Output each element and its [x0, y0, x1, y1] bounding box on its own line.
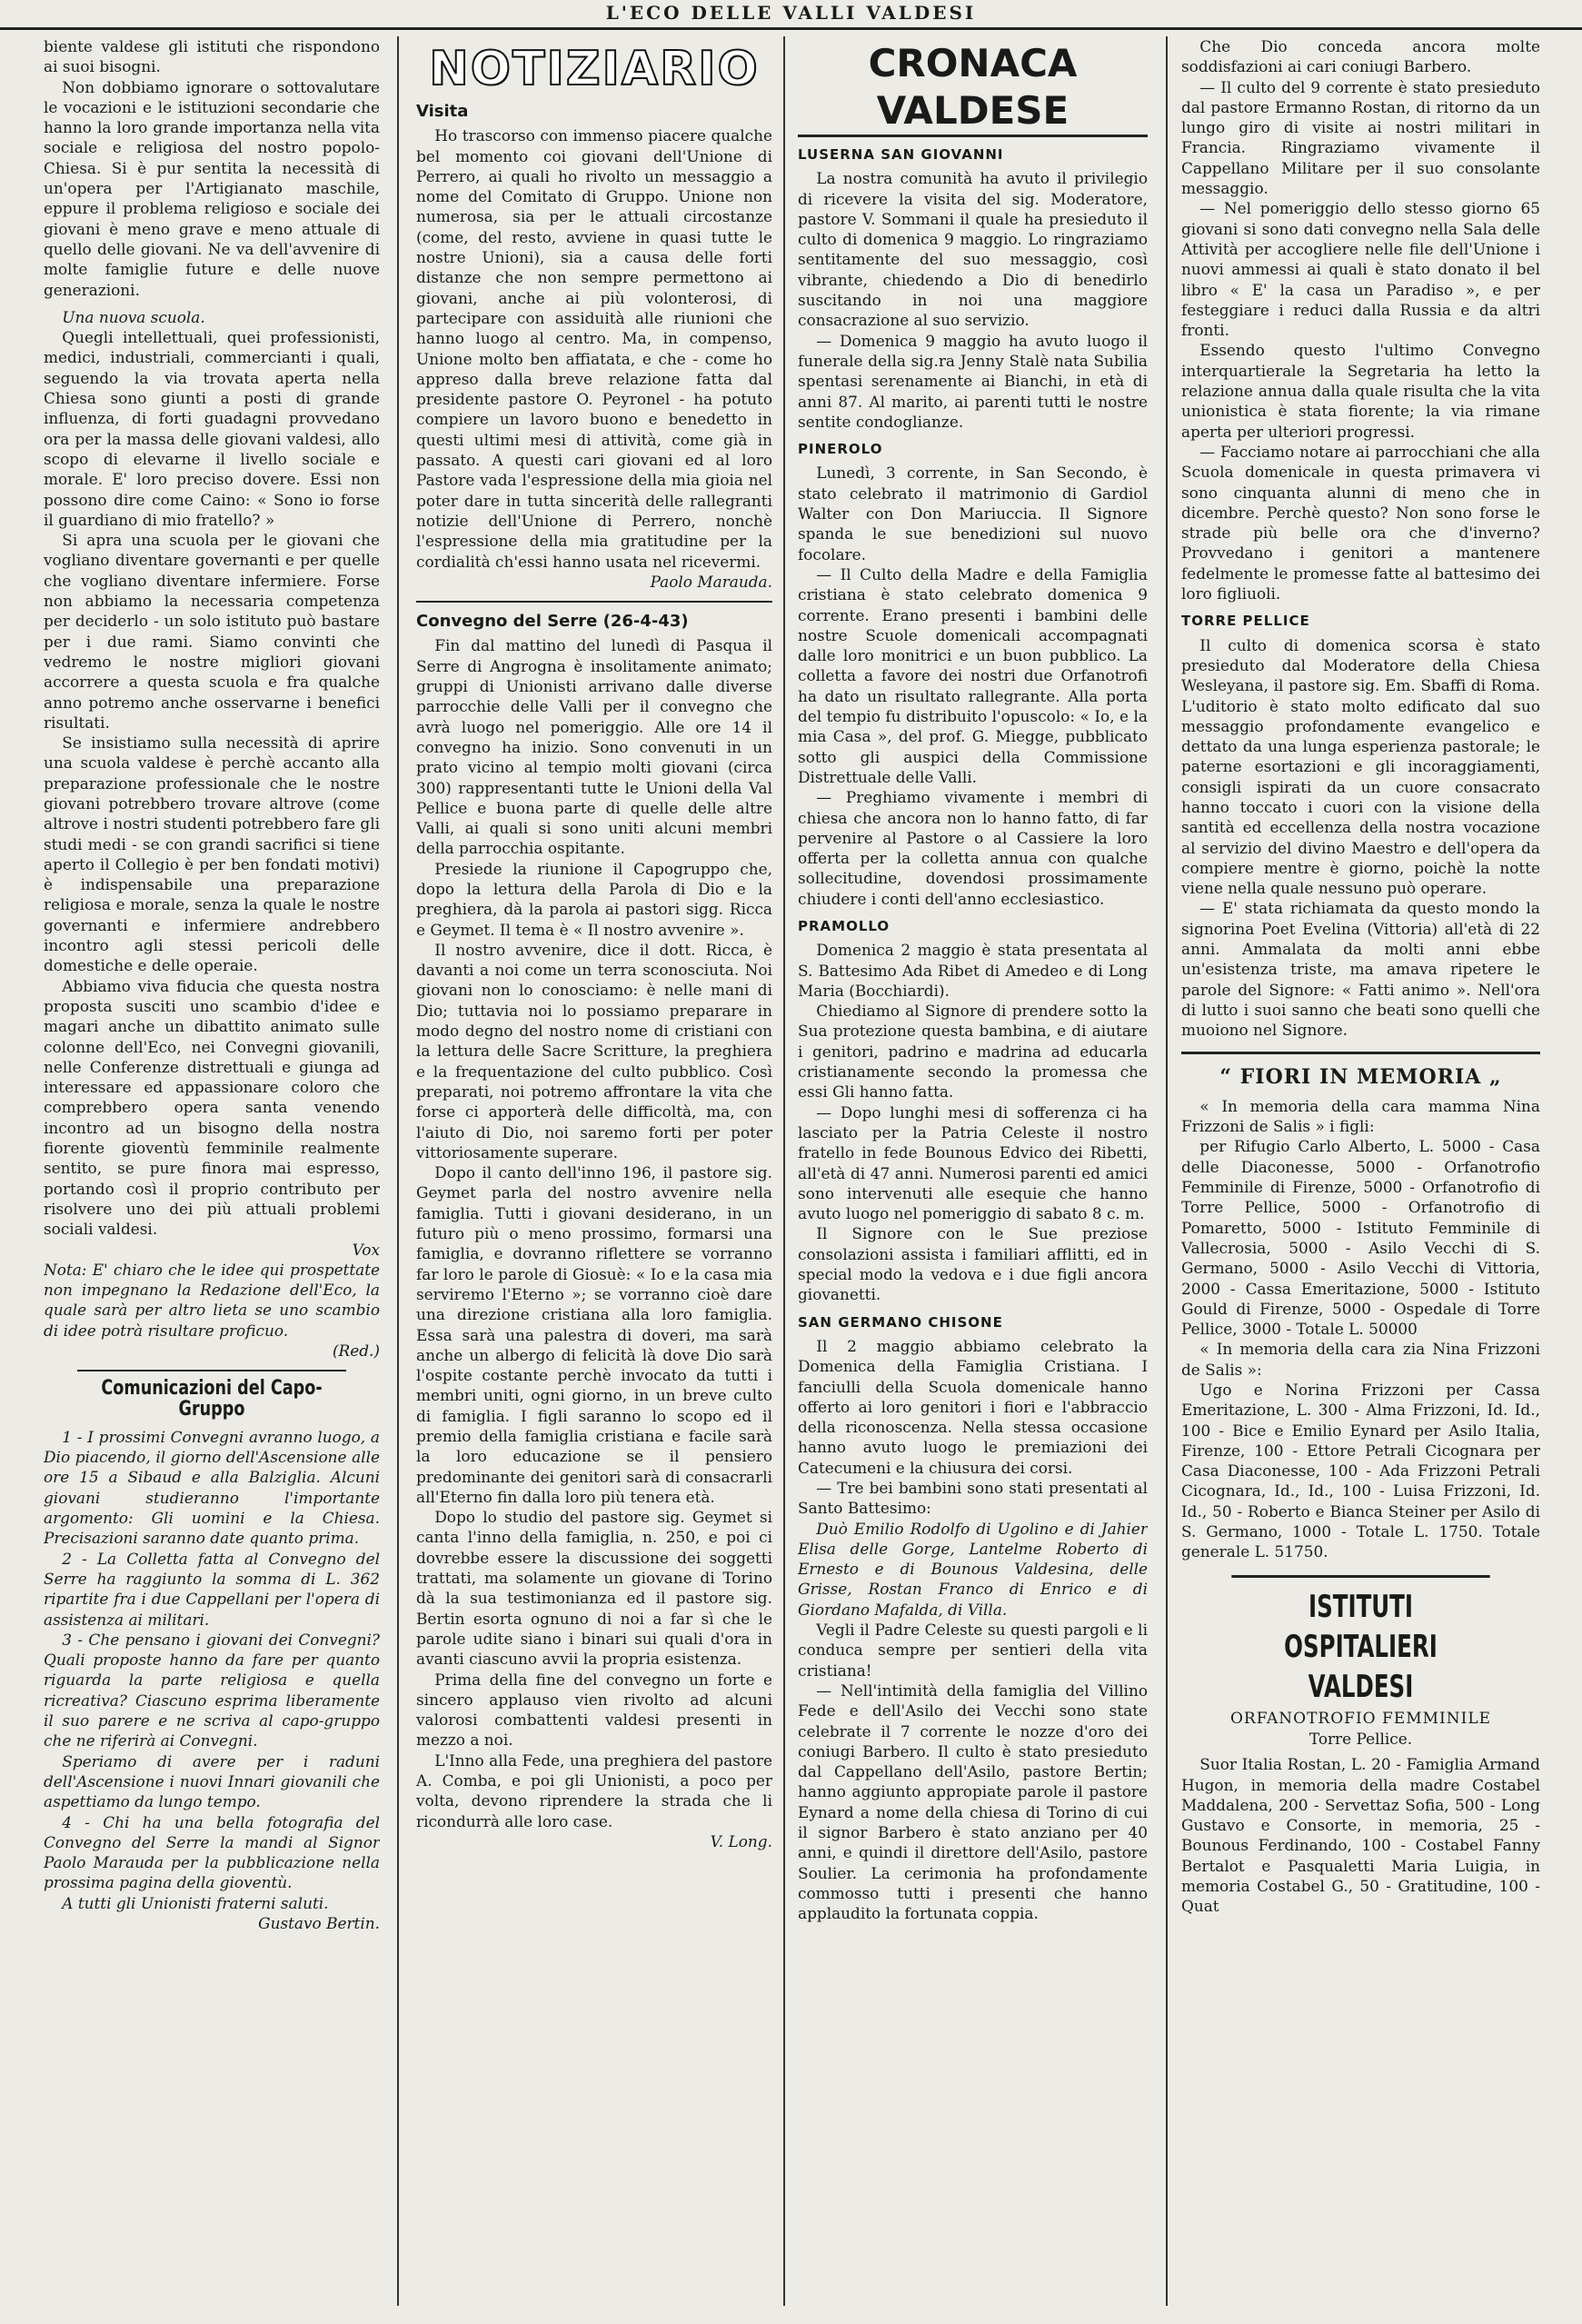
column-1	[44, 36, 380, 2306]
paragraph: Che Dio conceda ancora molte soddisfazioni ai cari coniugi Barbero.	[1181, 37, 1540, 76]
paragraph: Il culto di domenica scorsa è stato presieduto dal Moderatore della Chiesa Wesleyana, il pastore sig. Em. Sbaffi di Roma. L'uditorio è stato molto edificato dal suo messaggio profondamente evangelico e dettato da una lunga esperienza pastorale; le paterne esortazioni e gli incoraggiamenti, consigli ispirati da un cuore consacrato hanno toccato i cuori con la visione della santità ed eccellenza della nostra vocazione al servizio del divino Maestro e dell'opera da compiere mentre è giorno, poichè la notte viene nella quale nessuno può operare.	[1181, 635, 1540, 898]
paragraph: — Nel pomeriggio dello stesso giorno 65 giovani si sono dati convegno nella Sala delle Attività per accogliere nelle file dell'Unione i nuovi ammessi ai quali è stato donato il bel libro « E' la casa un Paradiso », e per festeggiare i reduci dalla Russia e da altri fronti.	[1181, 199, 1540, 340]
section-title: CRONACA VALDESE	[798, 40, 1148, 137]
article-head: Convegno del Serre (26-4-43)	[416, 612, 689, 632]
paragraph: La nostra comunità ha avuto il privilegio di ricevere la visita del sig. Moderatore, pastore V. Sommani il quale ha presieduto il culto di domenica 9 maggio. Lo ringraziamo sentitamente del suo messaggio, così vibrante, chiedendo a Dio di benedirlo suscitando in noi una maggiore consacrazione al suo servizio.	[798, 169, 1148, 330]
paragraph: Chiediamo al Signore di prendere sotto la Sua protezione questa bambina, e di aiutare i genitori, padrino e madrina ad educarla cristianamente secondo la promessa che essi Gli hanno fatta.	[798, 1002, 1148, 1102]
paragraph: Dopo il canto dell'inno 196, il pastore sig. Geymet parla del nostro avvenire nella famiglia. Tutti i giovani desiderano, in un futuro più o meno prossimo, formarsi una famiglia, e dovranno riflettere se vorranno far loro le parole di Giosuè: « Io e la casa mia serviremo l'Eterno »; se vorranno cioè dare una direzione cristiana alla loro famiglia. Essa sarà una palestra di doveri, ma sarà anche un albergo di felicità là dove Dio sarà l'ospite costante perchè invocato da tutti i membri uniti, ogni giorno, in un breve culto di famiglia. I figli saranno lo scopo ed il premio della famiglia cristiana e facile sarà la loro educazione se il pensiero predominante dei genitori sarà di consacrarli all'Eterno fin dalla loro più tenera età.	[416, 1163, 772, 1506]
paragraph: — Il Culto della Madre e della Famiglia cristiana è stato celebrato domenica 9 corrente. Erano presenti i bambini delle nostre Scuole domenicali accompagnati dalle loro monitrici e un buon pubblico. La colletta a favore dei nostri due Orfanotrofi ha dato un risultato rallegrante. Alla porta del tempio fu distribuito l'opuscolo: « Io, e la mia Casa », del prof. G. Miegge, pubblicato sotto gli auspici della Commissione Distrettuale delle Valli.	[798, 564, 1148, 786]
column-3	[798, 36, 1148, 2306]
paragraph: Abbiamo viva fiducia che questa nostra proposta susciti uno scambio d'idee e magari anche un dibattito animato sulle colonne dell'Eco, nei Convegni giovanili, nelle Conferenze distrettuali e giunga ad interessare ed appassionare coloro che comprebbero opera santa venendo incontro ad un bisogno della nostra fiorente gioventù femminile realmente sentito, se pure finora mai espresso, portando così il proprio contributo per risolvere uno dei più attuali problemi sociali valdesi.	[44, 976, 380, 1239]
paragraph: biente valdese gli istituti che rispondono ai suoi bisogni.	[44, 37, 380, 76]
signature: Paolo Marauda.	[650, 572, 772, 591]
paragraph: Prima della fine del convegno un forte e sincero applauso vien rivolto ad alcuni valorosi combattenti valdesi presenti in mezzo a noi.	[416, 1670, 772, 1750]
paragraph: « In memoria della cara zia Nina Frizzoni de Salis »:	[1181, 1340, 1540, 1379]
paragraph: Fin dal mattino del lunedì di Pasqua il Serre di Angrogna è insolitamente animato; gruppi di Unionisti arrivano dalle diverse parrocchie delle Valli per il convegno che avrà luogo nel pomeriggio. Alle ore 14 il convegno ha inizio. Sono convenuti in un prato vicino al tempio molti giovani (circa 300) rappresentanti tutte le Unioni della Val Pellice e buona parte di quelle delle altre Valli, ai quali si sono uniti alcuni membri della parrocchia ospitante.	[416, 636, 772, 858]
paragraph: L'Inno alla Fede, una preghiera del pastore A. Comba, e poi gli Unionisti, a poco per volta, devono riprendere la strada che li ricondurrà alle loro case.	[416, 1750, 772, 1830]
signature: Vox	[352, 1240, 380, 1259]
place-head: LUSERNA SAN GIOVANNI	[798, 146, 1004, 163]
paragraph: — E' stata richiamata da questo mondo la signorina Poet Evelina (Vittoria) all'età di 22 anni. Ammalata da molti anni ebbe un'esistenza triste, ma amava ripetere le parole del Signore: « Fatti animo ». Nell'ora di lutto i suoi sanno che beati sono quelli che muoiono nel Signore.	[1181, 899, 1540, 1040]
section-subhead: ORFANOTROFIO FEMMINILE	[1229, 1709, 1492, 1728]
section-title: NOTIZIARIO	[429, 42, 760, 96]
column-4	[1181, 36, 1540, 2306]
paragraph: Ugo e Norina Frizzoni per Cassa Emeritazione, L. 300 - Alma Frizzoni, Id. Id., 100 - Bice e Emilio Eynard per Asilo Italia, Firenze, 100 - Ettore Petrali Cicognara per Casa Diaconesse, 100 - Ada Frizzoni Petrali Cicognara, Id., Id., 100 - Luisa Frizzoni, Id. Id., 50 - Roberto e Bianca Steiner per Asilo di S. Germano, 1000 - Totale L. 1750. Totale generale L. 51750.	[1181, 1381, 1540, 1561]
divider	[416, 601, 772, 603]
signature: V. Long.	[710, 1831, 772, 1850]
paragraph: — Dopo lunghi mesi di sofferenza ci ha lasciato per la Patria Celeste il nostro fratello in fede Bounous Edvico dei Ribetti, all'età di 47 anni. Numerosi parenti ed amici sono intervenuti alle esequie che hanno avuto luogo nel pomeriggio di sabato 8 c. m.	[798, 1102, 1148, 1223]
column-rule-3	[1166, 36, 1168, 2306]
list-item: A tutti gli Unionisti fraterni saluti.	[62, 1893, 329, 1912]
place-line: Torre Pellice.	[1308, 1729, 1413, 1748]
paragraph: Duò Emilio Rodolfo di Ugolino e di Jahier Elisa delle Gorge, Lantelme Roberto di Ernesto e di Bounous Valdesina, delle Grisse, Rostan Franco di Enrico e di Giordano Mafalda, di Villa.	[798, 1519, 1148, 1619]
paragraph: Il Signore con le Sue preziose consolazioni assista i familiari afflitti, ed in special modo la vedova e i due figli ancora giovanetti.	[798, 1224, 1148, 1304]
paragraph: Si apra una scuola per le giovani che vogliano diventare governanti e per quelle che vogliano diventare infermiere. Forse non abbiamo la necessaria competenza per deciderlo - un solo istituto può bastare per i due rami. Siamo convinti che vedremo le nostre migliori giovani accorrere a questa scuola e fra qualche anno potremo anche osservarne i benefici risultati.	[44, 531, 380, 732]
paragraph: Vegli il Padre Celeste su questi pargoli e li conduca sempre per sentieri della vita cristiana!	[798, 1621, 1148, 1680]
paragraph: Ho trascorso con immenso piacere qualche bel momento coi giovani dell'Unione di Perrero, ai quali ho rivolto un messaggio a nome del Comitato di Gruppo. Unione non numerosa, sia per le attuali circostanze (come, del resto, avviene in quasi tutte le nostre Unioni), sia a causa delle forti distanze che non sempre permettono ai giovani, anche ai più volonterosi, di partecipare con assiduità alle riunioni che hanno luogo al centro. Ma, in compenso, Unione molto ben affiatata, e che - come ho appreso dalla breve relazione fatta dal presidente pastore O. Peyronel - ha potuto compiere un lavoro buono e benedetto in questi ultimi mesi di attività, come già in passato. A questi cari giovani ed al loro Pastore vada l'espressione della mia gioia nel poter dare in tutta sincerità delle rallegranti notizie dell'Unione di Perrero, nonchè l'espressione della mia gratitudine per la cordialità ch'essi hanno usata nel ricevermi.	[416, 126, 772, 571]
paragraph: Essendo questo l'ultimo Convegno interquartierale la Segretaria ha letto la relazione annua dalla quale risulta che la vita unionistica è stata fiorente; la via rimane aperta per ulteriori progressi.	[1181, 341, 1540, 441]
paragraph: — Facciamo notare ai parrocchiani che alla Scuola domenicale in questa primavera vi sono cinquanta alunni di meno che in dicembre. Perchè questo? Non sono forse le strade più belle ora che d'inverno? Provvedano i genitori a mantenere fedelmente le promesse fatte al battesimo dei loro figliuoli.	[1181, 442, 1540, 603]
paragraph: Suor Italia Rostan, L. 20 - Famiglia Armand Hugon, in memoria della madre Costabel Maddalena, 200 - Servettaz Sofia, 500 - Long Gustavo e Consorte, in memoria, 25 - Bounous Ferdinando, 100 - Costabel Fanny Bertalot e Pasqualetti Maria Luigia, in memoria Costabel G., 50 - Gratitudine, 100 - Quat	[1181, 1755, 1540, 1916]
running-title: L'ECO DELLE VALLI VALDESI	[0, 0, 1582, 30]
paragraph: — Tre bei bambini sono stati presentati al Santo Battesimo:	[798, 1479, 1148, 1518]
section-subhead: Una nuova scuola.	[62, 307, 205, 326]
list-item: 3 - Che pensano i giovani dei Convegni? Quali proposte hanno da fare per quanto riguarda la parte religiosa e quella ricreativa? Ciascuno esprima liberamente il suo parere e ne scriva al capo-gruppo che ne riferirà ai Convegni.	[44, 1630, 380, 1750]
section-title: Comunicazioni del Capo-Gruppo	[77, 1370, 346, 1420]
paragraph: — Domenica 9 maggio ha avuto luogo il funerale della sig.ra Jenny Stalè nata Subilia spentasi serenamente ai Bianchi, in età di anni 87. Al marito, ai parenti tutti le nostre sentite condoglianze.	[798, 331, 1148, 431]
column-2	[416, 36, 772, 2306]
place-head: PINEROLO	[798, 441, 883, 458]
paragraph: — Nell'intimità della famiglia del Villino Fede e dell'Asilo dei Vecchi sono state celebrate il 7 corrente le nozze d'oro dei coniugi Barbero. Il culto è stato presieduto dal Cappellano dell'Asilo, pastore Bertin; hanno aggiunto appropiate parole il pastore Eynard a nome della chiesa di Torino di cui il signor Barbero è stato anziano per 40 anni, e quindi il direttore dell'Asilo, pastore Soulier. La cerimonia ha profondamente commosso tutti i presenti che hanno applaudito la fortunata coppia.	[798, 1681, 1148, 1923]
paragraph: — Preghiamo vivamente i membri di chiesa che ancora non lo hanno fatto, di far pervenire al Pastore o al Cassiere la loro offerta per la colletta annua con qualche sollecitudine, dovendosi prossimamente chiudere i conti dell'anno ecclesiastico.	[798, 788, 1148, 908]
paragraph: Il nostro avvenire, dice il dott. Ricca, è davanti a noi come un terra sconosciuta. Noi giovani non lo conosciamo: è nelle mani di Dio; tuttavia noi lo possiamo preparare in modo degno del nostro nome di cristiani con la lettura delle Sacre Scritture, la preghiera e la frequentazione del culto pubblico. Così preparati, noi potremo affrontare la vita che forse ci apporterà delle difficoltà, ma, con l'aiuto di Dio, noi saremo forti per poter vittoriosamente superare.	[416, 940, 772, 1162]
paragraph: — Il culto del 9 corrente è stato presieduto dal pastore Ermanno Rostan, di ritorno da un lungo giro di visite ai nostri militari in Francia. Ringraziamo vivamente il Cappellano Militare per il suo consolante messaggio.	[1181, 77, 1540, 198]
article-head: Visita	[416, 102, 469, 121]
paragraph: Se insistiamo sulla necessità di aprire una scuola valdese è perchè accanto alla preparazione professionale che le nostre giovani potrebbero trovare altrove (come altrove i nostri studenti potrebbero fare gli studi medi - se con grandi sacrifici si tiene aperto il Collegio è per ben fondati motivi) è indispensabile una preparazione religiosa e morale, senza la quale le nostre governanti e infermiere andrebbero incontro agli stessi pericoli delle domestiche e delle operaie.	[44, 733, 380, 975]
column-rule-2	[783, 36, 785, 2306]
paragraph: « In memoria della cara mamma Nina Frizzoni de Salis » i figli:	[1181, 1096, 1540, 1136]
place-head: SAN GERMANO CHISONE	[798, 1313, 1003, 1331]
list-item: 1 - I prossimi Convegni avranno luogo, a Dio piacendo, il giorno dell'Ascensione alle ore 15 a Sibaud e alla Balziglia. Alcuni giovani studieranno l'importante argomento: Gli uomini e la Chiesa. Precisazioni saranno date quanto prima.	[44, 1427, 380, 1548]
signature: (Red.)	[332, 1342, 380, 1360]
paragraph: Dopo lo studio del pastore sig. Geymet si canta l'inno della famiglia, n. 250, e poi ci dovrebbe essere la discussione dei soggetti trattati, ma solamente un giovane di Torino dà la sua testimonianza ed il pastore sig. Bertin esorta ognuno di noi a far sì che le parole udite siano i binari sui quali d'ora in avanti ciascuno avvii la propria esistenza.	[416, 1508, 772, 1669]
place-head: PRAMOLLO	[798, 917, 890, 934]
section-title: ISTITUTI OSPITALIERI VALDESI	[1231, 1575, 1489, 1707]
paragraph: Domenica 2 maggio è stata presentata al S. Battesimo Ada Ribet di Amedeo e di Long Maria (Bocchiardi).	[798, 941, 1148, 1000]
editor-note: Nota: E' chiaro che le idee qui prospettate non impegnano la Redazione dell'Eco, la quale sarà per altro lieta se uno scambio di idee potrà risultare proficuo.	[44, 1260, 380, 1340]
list-item: 2 - La Colletta fatta al Convegno del Serre ha raggiunto la somma di L. 362 ripartite fra i due Cappellani per l'opera di assistenza ai militari.	[44, 1549, 380, 1629]
paragraph: Lunedì, 3 corrente, in San Secondo, è stato celebrato il matrimonio di Gardiol Walter con Don Mariuccia. Il Signore spanda le sue benedizioni sul nuovo focolare.	[798, 464, 1148, 564]
column-rule-1	[397, 36, 399, 2306]
section-title: “ FIORI IN MEMORIA „	[1181, 1052, 1540, 1087]
signature: Gustavo Bertin.	[258, 1914, 380, 1933]
list-item: 4 - Chi ha una bella fotografia del Convegno del Serre la mandi al Signor Paolo Marauda per la pubblicazione nella prossima pagina della gioventù.	[44, 1812, 380, 1892]
paragraph: Presiede la riunione il Capogruppo che, dopo la lettura della Parola di Dio e la preghiera, dà la parola ai pastori sigg. Ricca e Geymet. Il tema è « Il nostro avvenire ».	[416, 859, 772, 939]
paragraph: Il 2 maggio abbiamo celebrato la Domenica della Famiglia Cristiana. I fanciulli della Scuola domenicale hanno offerto ai loro genitori i fiori e l'abbraccio della riconoscenza. Nella stessa occasione hanno avuto luogo le premiazioni dei Catecumeni e la chiusura dei corsi.	[798, 1336, 1148, 1477]
list-item: Speriamo di avere per i raduni dell'Ascensione i nuovi Innari giovanili che aspettiamo da lungo tempo.	[44, 1751, 380, 1811]
place-head: TORRE PELLICE	[1181, 613, 1310, 630]
paragraph: per Rifugio Carlo Alberto, L. 5000 - Casa delle Diaconesse, 5000 - Orfanotrofio Femminile di Firenze, 5000 - Orfanotrofio di Torre Pellice, 5000 - Orfanotrofio di Pomaretto, 5000 - Istituto Femminile di Vallecrosia, 5000 - Asilo Vecchi di S. Germano, 5000 - Asilo Vecchi di Vittoria, 2000 - Cassa Emeritazione, 5000 - Istituto Gould di Firenze, 5000 - Ospedale di Torre Pellice, 3000 - Totale L. 50000	[1181, 1137, 1540, 1339]
paragraph: Quegli intellettuali, quei professionisti, medici, industriali, commercianti i quali, seguendo la via trovata aperta nella Chiesa sono giunti a posti di grande influenza, di forti guadagni provvedano ora per la massa delle giovani valdesi, allo scopo di elevarne il livello sociale e morale. E' loro preciso dovere. Essi non possono dire come Caino: « Sono io forse il guardiano di mio fratello? »	[44, 328, 380, 529]
paragraph: Non dobbiamo ignorare o sottovalutare le vocazioni e le istituzioni secondarie che hanno la loro grande importanza nella vita sociale e religiosa del nostro popolo-Chiesa. Si è pur sentita la necessità di un'opera per l'Artigianato maschile, eppure il problema religioso e sociale dei giovani è meno grave e meno attuale di quello delle giovani. Ne va dell'avvenire di molte famiglie future e delle nuove generazioni.	[44, 77, 380, 299]
